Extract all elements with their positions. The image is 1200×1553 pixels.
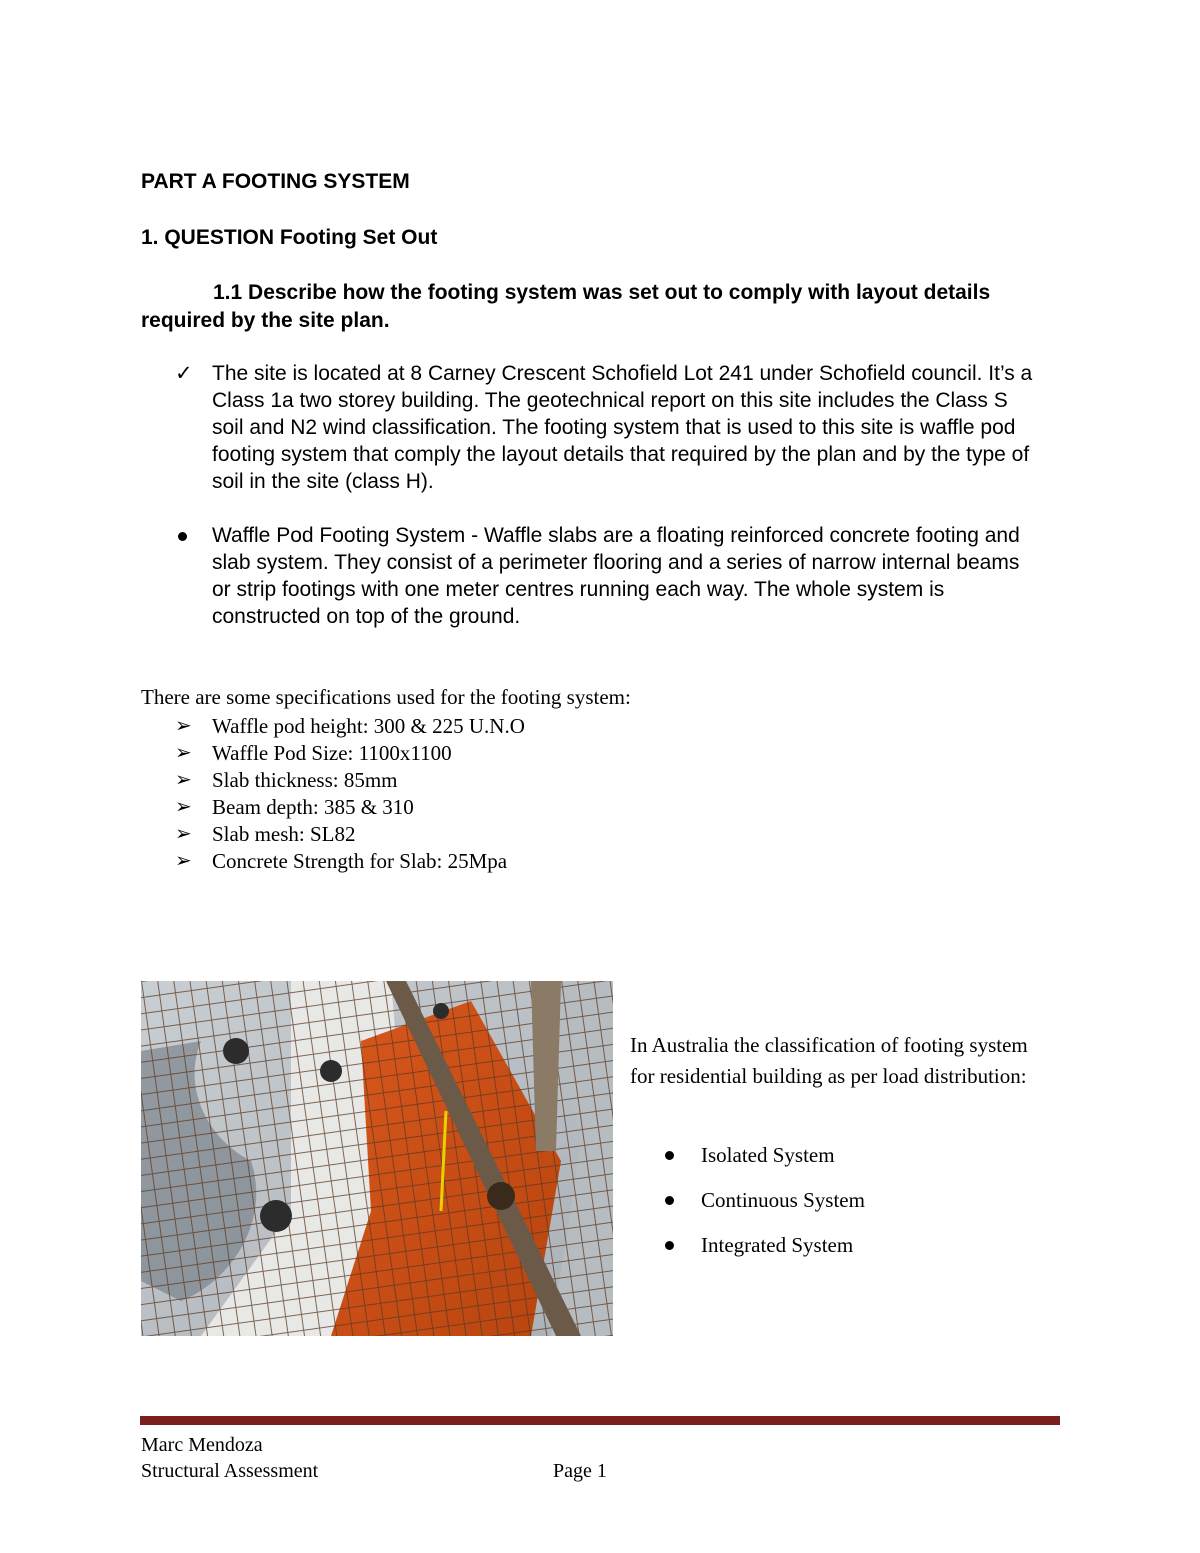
spec-text: Slab mesh: SL82: [212, 822, 356, 846]
arrowhead-icon: ➢: [175, 742, 192, 764]
specifications-list: [141, 713, 525, 875]
list-item: [141, 848, 525, 875]
spec-text: Waffle pod height: 300 & 225 U.N.O: [212, 714, 525, 738]
list-item: [141, 794, 525, 821]
spec-text: Waffle Pod Size: 1100x1100: [212, 741, 452, 765]
list-item: [141, 821, 525, 848]
footer-page-number: Page 1: [553, 1460, 607, 1482]
part-title: PART A FOOTING SYSTEM: [141, 170, 410, 193]
classification-text: Continuous System: [701, 1188, 865, 1212]
arrowhead-icon: ➢: [175, 715, 192, 737]
waffle-pod-site-photo: [141, 981, 613, 1336]
footer-divider: [140, 1416, 1060, 1425]
waffle-pod-description-item: [141, 522, 1041, 630]
site-description-text: The site is located at 8 Carney Crescent Schofield Lot 241 under Schofield council. It’s a Class 1a two storey building. The geotechnical report on this site includes the Class S soil and N2 wind classification. The footing system that is used to this site is waffle pod footing system that comply the layout details that required by the plan and by the type of soil in the site (class H).: [212, 362, 1033, 493]
list-item: [630, 1140, 865, 1185]
site-description-item: [141, 360, 1041, 495]
specifications-intro: There are some specifications used for the footing system:: [141, 685, 631, 709]
bullet-dot-icon: [178, 532, 187, 541]
arrowhead-icon: ➢: [175, 823, 192, 845]
question-title: 1. QUESTION Footing Set Out: [141, 226, 438, 249]
sub-question: 1.1 Describe how the footing system was set out to comply with layout details required by the site plan.: [141, 281, 991, 332]
arrowhead-icon: ➢: [175, 769, 192, 791]
footer-author: Marc Mendoza: [141, 1434, 263, 1456]
bullet-dot-icon: [665, 1151, 674, 1160]
spec-text: Beam depth: 385 & 310: [212, 795, 414, 819]
bullet-dot-icon: [665, 1196, 674, 1205]
classification-list: [630, 1140, 865, 1275]
list-item: [141, 740, 525, 767]
arrowhead-icon: ➢: [175, 796, 192, 818]
classification-text: Isolated System: [701, 1143, 835, 1167]
checkmark-icon: ✓: [175, 362, 193, 385]
list-item: [630, 1230, 865, 1275]
classification-text: Integrated System: [701, 1233, 854, 1257]
footer-document-title: Structural Assessment: [141, 1460, 319, 1482]
spec-text: Concrete Strength for Slab: 25Mpa: [212, 849, 508, 873]
spec-text: Slab thickness: 85mm: [212, 768, 398, 792]
bullet-dot-icon: [665, 1241, 674, 1250]
arrowhead-icon: ➢: [175, 850, 192, 872]
list-item: [630, 1185, 865, 1230]
list-item: [141, 713, 525, 740]
waffle-pod-description-text: Waffle Pod Footing System - Waffle slabs are a floating reinforced concrete footing and slab system. They consist of a perimeter flooring and a series of narrow internal beams or strip footings with one meter centres running each way. The whole system is constructed on top of the ground.: [212, 524, 1020, 628]
classification-intro: In Australia the classification of footing system for residential building as per load distribution:: [630, 1033, 1028, 1088]
list-item: [141, 767, 525, 794]
